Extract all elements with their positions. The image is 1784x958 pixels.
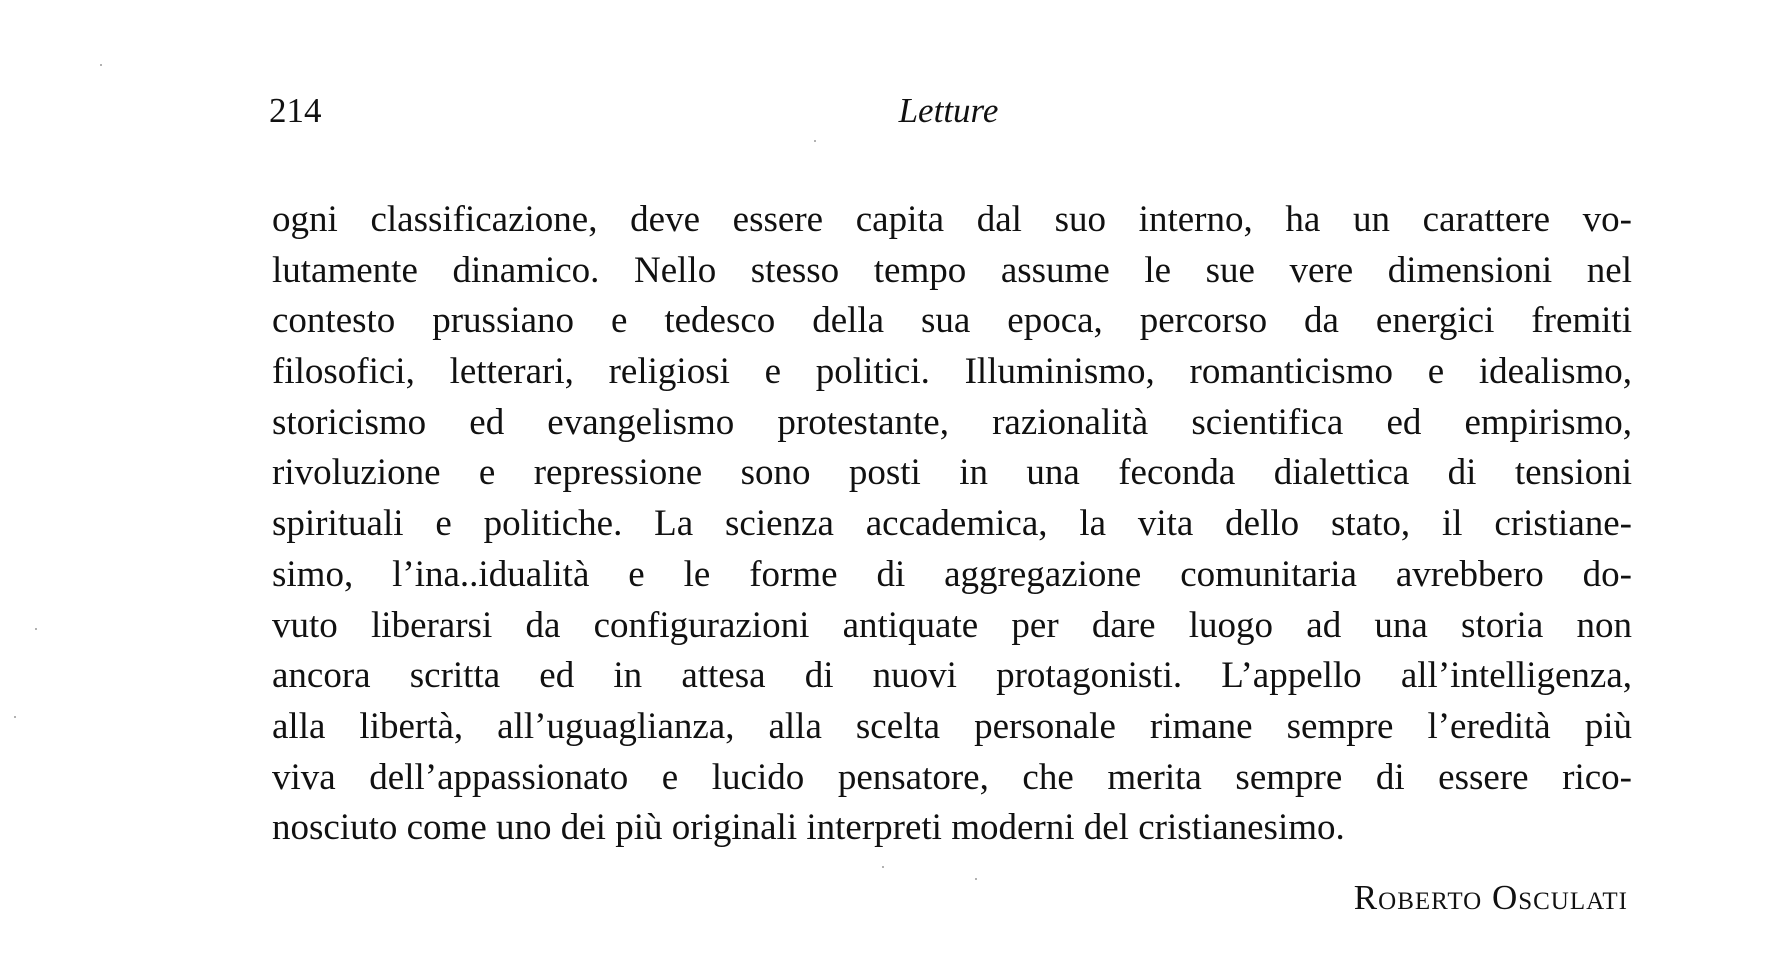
- text-line: contesto prussiano e tedesco della sua epoca, percorso da energici fremiti: [272, 300, 1632, 342]
- text-line: nosciuto come uno dei più originali interpreti moderni del cristianesimo.: [272, 807, 1345, 849]
- scan-speck: [814, 140, 816, 142]
- text-line: vuto liberarsi da configurazioni antiquate per dare luogo ad una storia non: [272, 604, 1632, 646]
- scan-speck: [100, 64, 102, 66]
- text-line: lutamente dinamico. Nello stesso tempo assume le sue vere dimensioni nel: [272, 249, 1632, 291]
- text-line: filosofici, letterari, religiosi e politici. Illuminismo, romanticismo e idealismo,: [272, 351, 1632, 393]
- page-header: [269, 86, 1628, 136]
- author-signature: Roberto Osculati: [1353, 878, 1628, 917]
- body-paragraph: [272, 195, 1632, 854]
- scan-speck: [882, 866, 884, 868]
- scan-speck: [975, 878, 977, 880]
- text-line: spirituali e politiche. La scienza accademica, la vita dello stato, il cristiane-: [272, 503, 1632, 545]
- text-line: ancora scritta ed in attesa di nuovi protagonisti. L’appello all’intelligenza,: [272, 655, 1632, 697]
- text-line: ogni classificazione, deve essere capita dal suo interno, ha un carattere vo-: [272, 199, 1632, 240]
- page-number: 214: [269, 91, 322, 130]
- scan-speck: [14, 716, 16, 718]
- text-line: storicismo ed evangelismo protestante, razionalità scientifica ed empirismo,: [272, 401, 1632, 443]
- text-line: rivoluzione e repressione sono posti in una feconda dialettica di tensioni: [272, 452, 1632, 494]
- text-line: alla libertà, all’uguaglianza, alla scelta personale rimane sempre l’eredità più: [272, 705, 1632, 747]
- text-line: viva dell’appassionato e lucido pensatore, che merita sempre di essere rico-: [272, 756, 1632, 798]
- text-line: simo, l’ina..idualità e le forme di aggregazione comunitaria avrebbero do-: [272, 553, 1632, 595]
- running-title: Letture: [898, 91, 999, 130]
- scan-speck: [35, 628, 37, 630]
